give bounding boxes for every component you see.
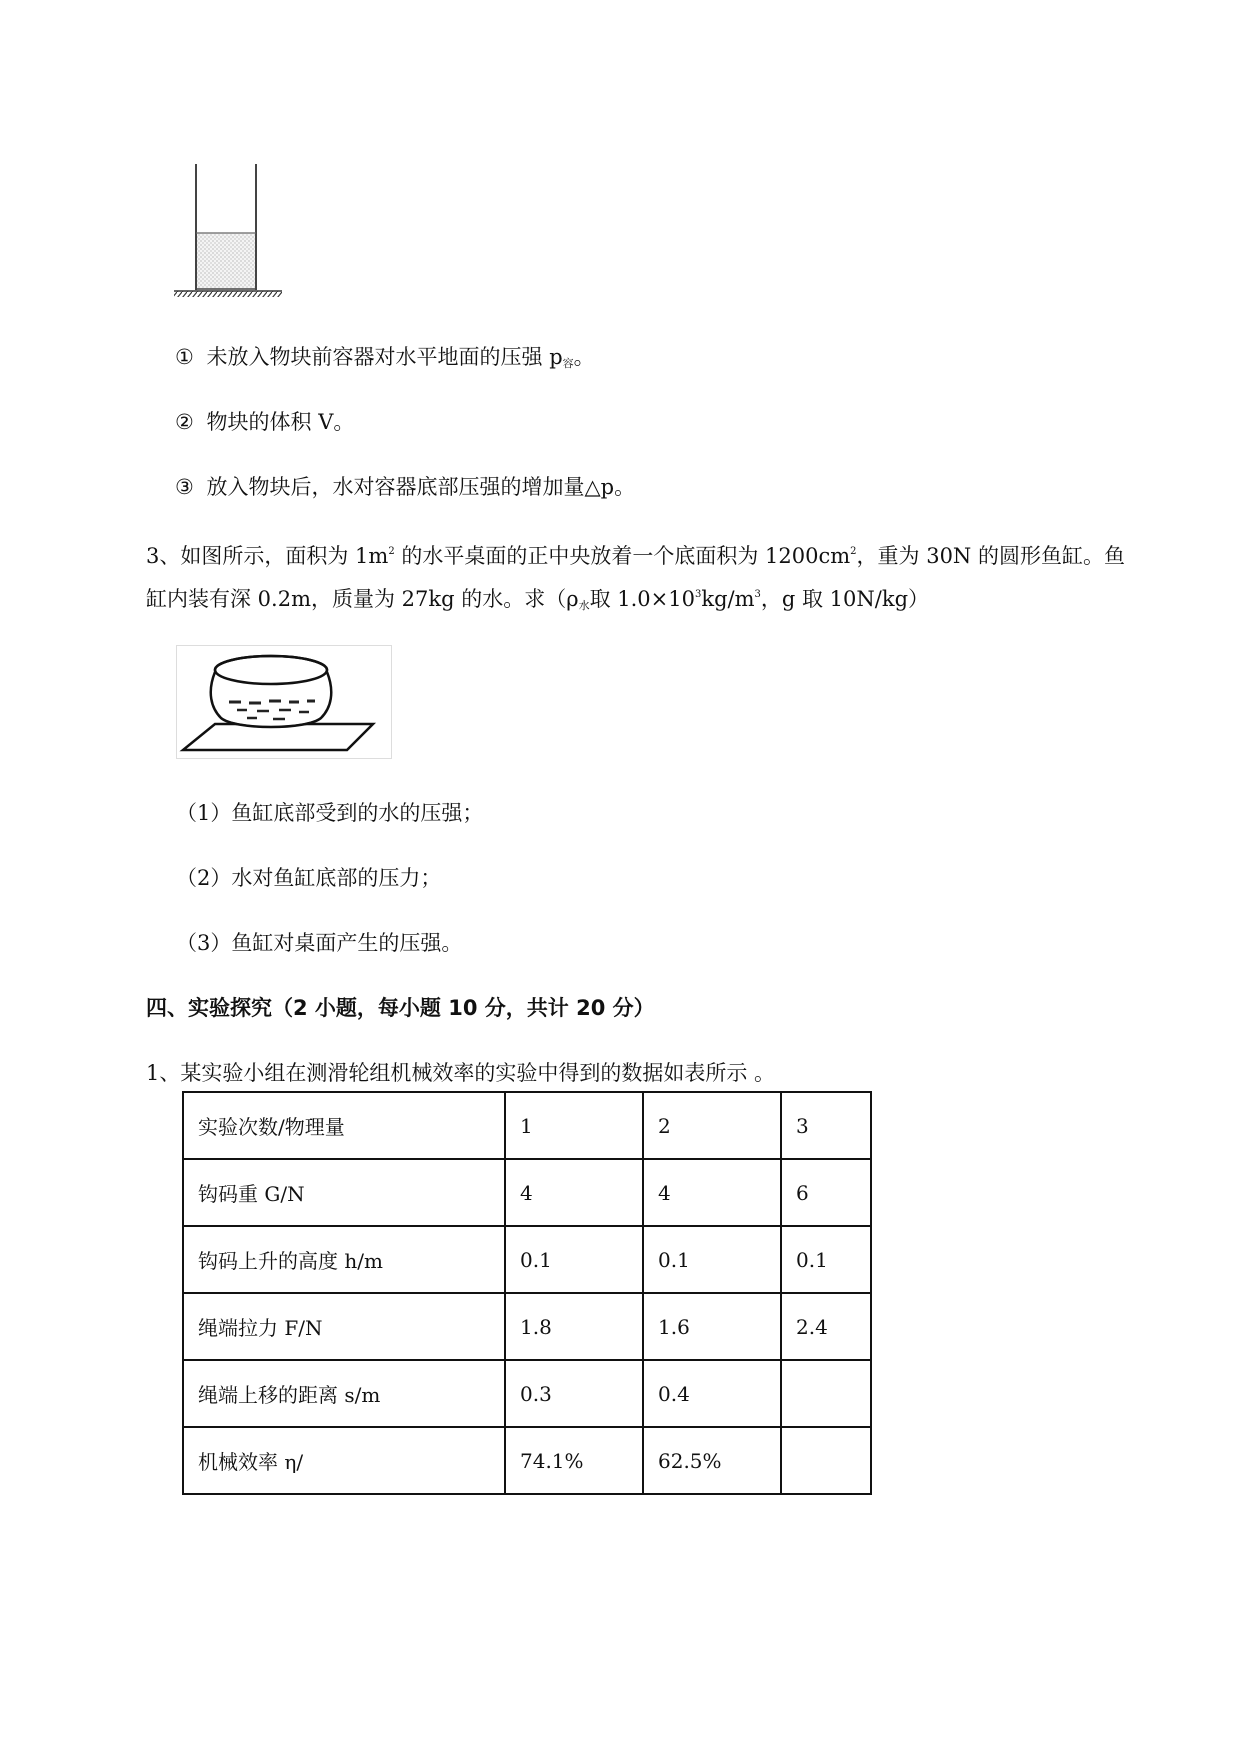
problem3-question-2: （2）水对鱼缸底部的压力； xyxy=(176,866,442,890)
table-cell: 1 xyxy=(505,1092,643,1159)
problem3-question-3: （3）鱼缸对桌面产生的压强。 xyxy=(176,931,463,955)
table-cell: 6 xyxy=(781,1159,871,1226)
section-heading: 四、实验探究（2 小题，每小题 10 分，共计 20 分） xyxy=(146,996,655,1020)
table-cell: 3 xyxy=(781,1092,871,1159)
table-cell: 0.1 xyxy=(781,1226,871,1293)
table-row-header: 钩码上升的高度 h/m xyxy=(183,1226,505,1293)
table-cell xyxy=(781,1427,871,1494)
experiment-intro: 1、某实验小组在测滑轮组机械效率的实验中得到的数据如表所示 。 xyxy=(146,1061,776,1085)
table-row xyxy=(183,1293,871,1360)
table-row xyxy=(183,1226,871,1293)
table-cell: 0.1 xyxy=(643,1226,781,1293)
table-cell xyxy=(781,1360,871,1427)
table-cell: 74.1% xyxy=(505,1427,643,1494)
table-cell: 2.4 xyxy=(781,1293,871,1360)
table-row xyxy=(183,1360,871,1427)
table-cell: 62.5% xyxy=(643,1427,781,1494)
table-cell: 4 xyxy=(505,1159,643,1226)
table-cell: 0.4 xyxy=(643,1360,781,1427)
table-cell: 2 xyxy=(643,1092,781,1159)
table-row xyxy=(183,1092,871,1159)
fish-bowl-icon xyxy=(177,646,391,758)
table-row-header: 绳端上移的距离 s/m xyxy=(183,1360,505,1427)
problem2-item-1: ① 未放入物块前容器对水平地面的压强 $p_容$。 xyxy=(175,345,595,370)
table-row-header: 钩码重 G/N xyxy=(183,1159,505,1226)
problem2-item-2: ② 物块的体积 V。 xyxy=(175,410,355,434)
problem3-line-2: 缸内装有深 0.2m，质量为 27kg 的水。求（$\rho_水$取 $1.0\times 10^3kg/m^3$，g 取 10N/kg） xyxy=(146,587,930,612)
table-row xyxy=(183,1427,871,1494)
problem3-line-1: 3、如图所示，面积为 $1m^2$ 的水平桌面的正中央放着一个底面积为 $1200cm^2$，重为 30N 的圆形鱼缸。鱼 xyxy=(146,544,1125,568)
table-row-header: 机械效率 η/ xyxy=(183,1427,505,1494)
table-cell: 4 xyxy=(643,1159,781,1226)
table-cell: 1.6 xyxy=(643,1293,781,1360)
problem3-question-1: （1）鱼缸底部受到的水的压强； xyxy=(176,801,484,825)
table-row-header: 实验次数/物理量 xyxy=(183,1092,505,1159)
beaker-icon xyxy=(172,160,292,302)
table-row-header: 绳端拉力 F/N xyxy=(183,1293,505,1360)
data-table xyxy=(182,1091,872,1495)
table-cell: 1.8 xyxy=(505,1293,643,1360)
table-cell: 0.3 xyxy=(505,1360,643,1427)
fishbowl-figure xyxy=(176,645,392,759)
table-cell: 0.1 xyxy=(505,1226,643,1293)
table-row xyxy=(183,1159,871,1226)
container-figure xyxy=(172,160,292,302)
problem2-item-3: ③ 放入物块后，水对容器底部压强的增加量△p。 xyxy=(175,475,636,499)
